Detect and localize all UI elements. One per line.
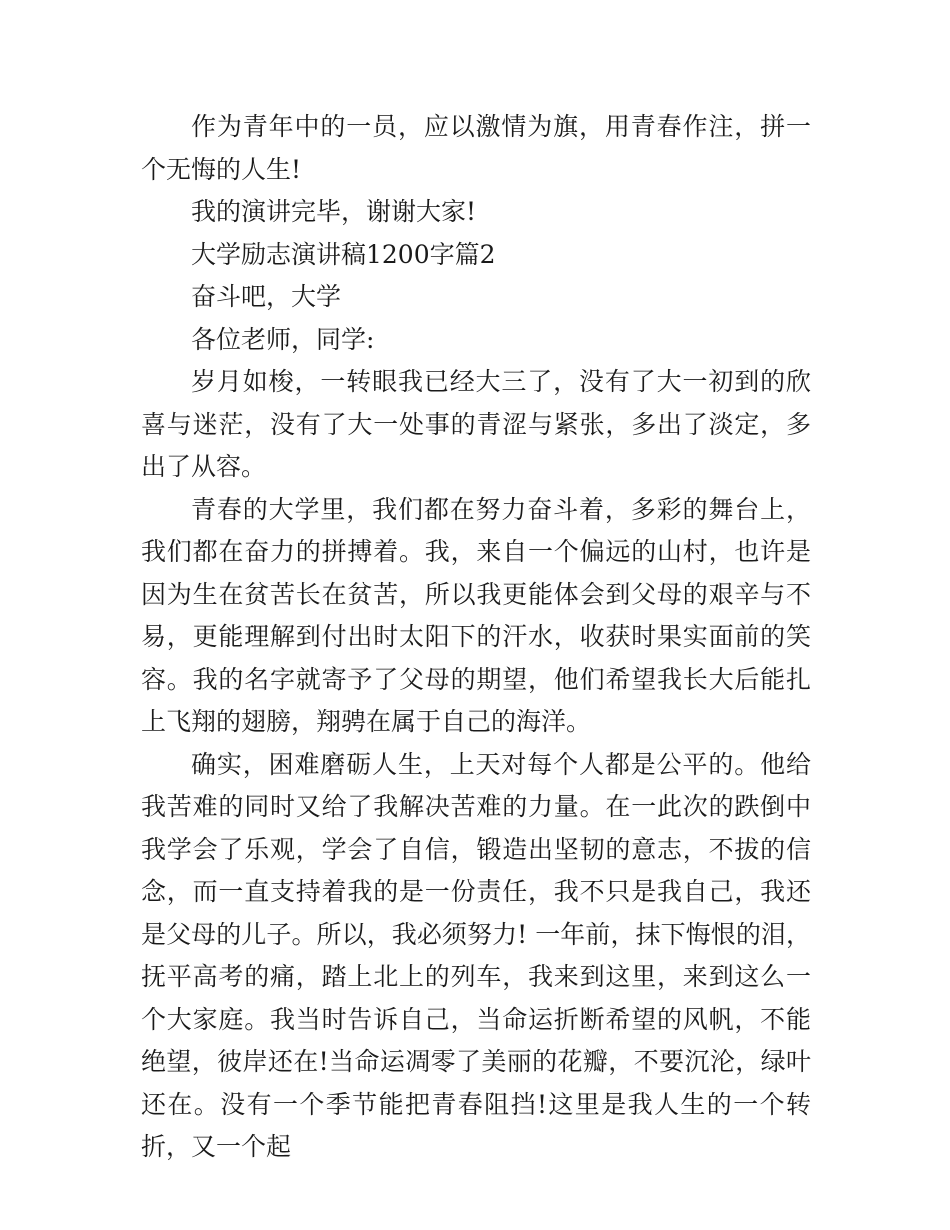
paragraph-hardship: 确实，困难磨砺人生，上天对每个人都是公平的。他给我苦难的同时又给了我解决苦难的力量。在一此次的跌倒中我学会了乐观，学会了自信，锻造出坚韧的意志，不拔的信念，而一直支持着我的是一份责任，我不只是我自己，我还是父母的儿子。所以，我必须努力! 一年前，抹下悔恨的泪，抚平高考的痛，踏上北上的列车，我来到这里，来到这么一个大家庭。我当时告诉自己，当命运折断希望的风帆，不能绝望，彼岸还在!当命运凋零了美丽的花瓣，不要沉沦，绿叶还在。没有一个季节能把青春阻挡!这里是我人生的一个转折，又一个起 [141,749,811,1161]
section-heading: 大学励志演讲稿1200字篇2 [191,239,496,269]
paragraph-youth: 青春的大学里，我们都在努力奋斗着，多彩的舞台上，我们都在奋力的拼搏着。我，来自一个偏远的山村，也许是因为生在贫苦长在贫苦，所以我更能体会到父母的艰辛与不易，更能理解到付出时太阳下的汗水，收获时果实面前的笑容。我的名字就寄予了父母的期望，他们希望我长大后能扎上飞翔的翅膀，翔骋在属于自己的海洋。 [141,494,811,736]
paragraph-closing-line: 作为青年中的一员，应以激情为旗，用青春作注，拼一个无悔的人生! [141,112,811,184]
paragraph-thanks: 我的演讲完毕，谢谢大家! [191,197,477,226]
speech-title: 奋斗吧，大学 [191,282,342,311]
document-body [141,106,811,1169]
paragraph-intro: 岁月如梭，一转眼我已经大三了，没有了大一初到的欣喜与迷茫，没有了大一处事的青涩与紧张，多出了淡定，多出了从容。 [141,367,811,481]
salutation: 各位老师，同学: [191,324,375,354]
